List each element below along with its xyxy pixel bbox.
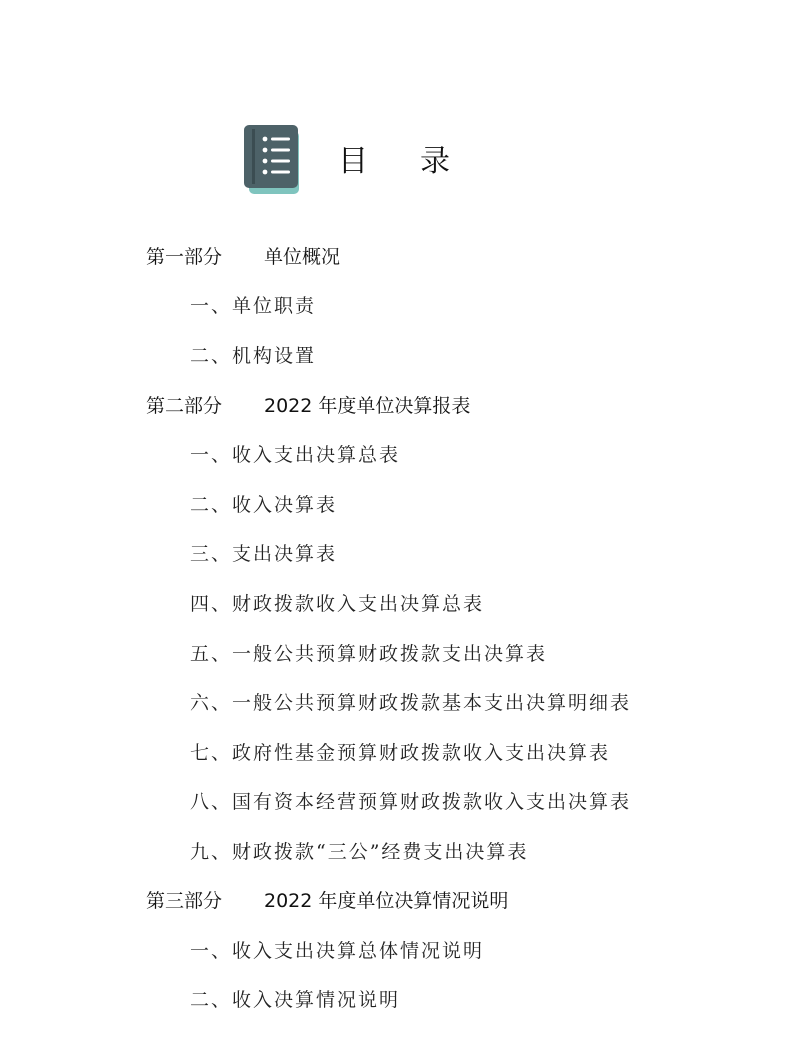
toc-item[interactable]: 二、机构设置 [190, 345, 317, 367]
part-number: 第一部分 [146, 246, 223, 268]
toc-part-2[interactable] [146, 391, 470, 421]
toc-item[interactable]: 九、财政拨款“三公”经费支出决算表 [190, 841, 529, 863]
toc-item[interactable]: 一、收入支出决算总表 [190, 444, 401, 466]
toc-item[interactable]: 八、国有资本经营预算财政拨款收入支出决算表 [190, 791, 632, 813]
toc-item[interactable]: 三、支出决算表 [190, 543, 338, 565]
toc-item[interactable]: 一、单位职责 [190, 295, 317, 317]
toc-part-1[interactable] [146, 242, 340, 272]
part-number: 第三部分 [146, 890, 223, 912]
part-title: 2022 年度单位决算情况说明 [264, 890, 509, 912]
toc-item[interactable]: 二、收入决算表 [190, 494, 338, 516]
page-title: 目录 [338, 144, 502, 179]
toc-header [0, 0, 800, 210]
part-title: 2022 年度单位决算报表 [264, 395, 471, 417]
toc-item[interactable]: 七、政府性基金预算财政拨款收入支出决算表 [190, 742, 611, 764]
toc-item[interactable]: 一、收入支出决算总体情况说明 [190, 940, 485, 962]
list-document-icon [244, 125, 302, 195]
toc-item[interactable]: 五、一般公共预算财政拨款支出决算表 [190, 643, 548, 665]
part-number: 第二部分 [146, 395, 223, 417]
toc-item[interactable]: 六、一般公共预算财政拨款基本支出决算明细表 [190, 692, 632, 714]
toc-part-3[interactable] [146, 886, 508, 916]
toc-item[interactable]: 四、财政拨款收入支出决算总表 [190, 593, 485, 615]
toc-item[interactable]: 二、收入决算情况说明 [190, 989, 401, 1011]
part-title: 单位概况 [264, 246, 341, 268]
